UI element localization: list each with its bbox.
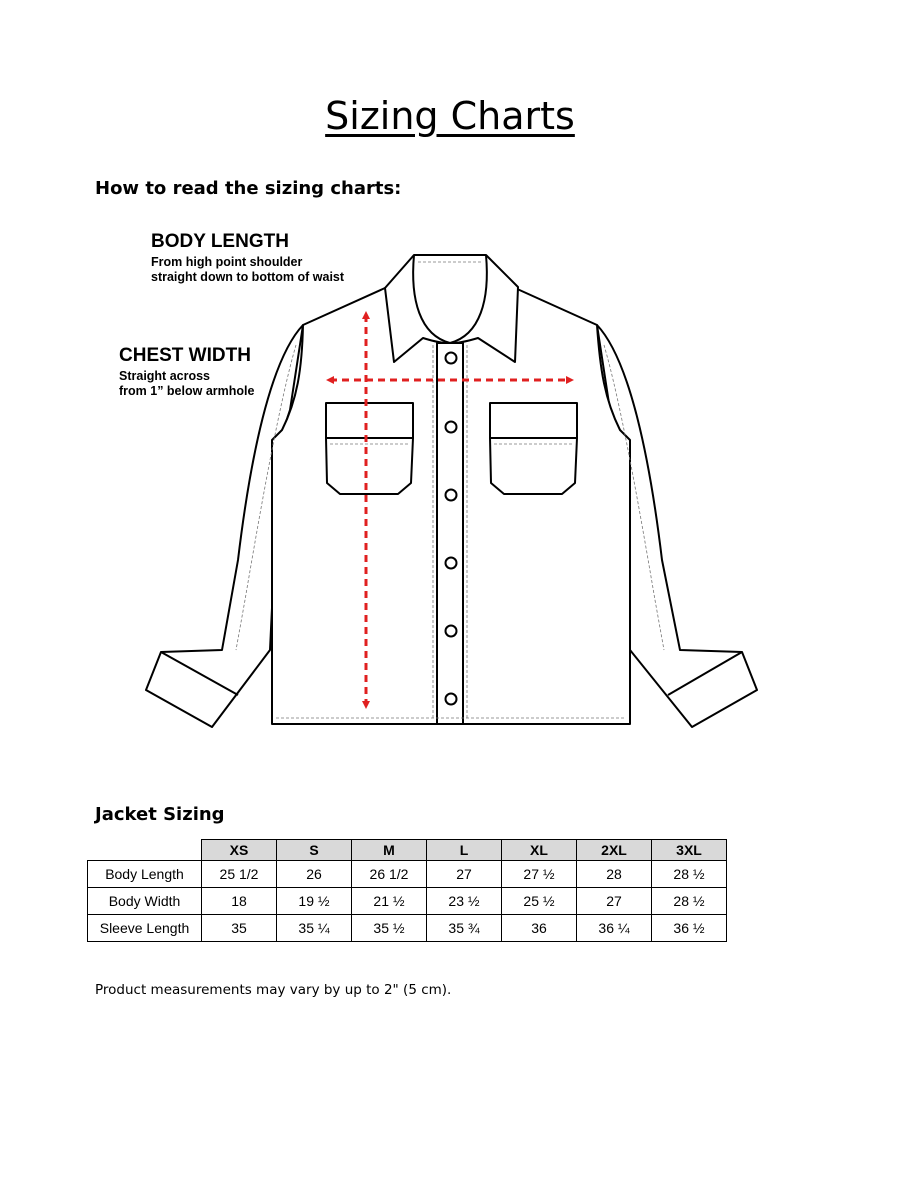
size-column-header: XS	[202, 840, 277, 861]
size-column-header: XL	[502, 840, 577, 861]
jacket-sizing-table	[87, 839, 727, 942]
page-title: Sizing Charts	[325, 94, 575, 138]
table-cell: 25 1/2	[202, 861, 277, 888]
table-cell: 19 ½	[277, 888, 352, 915]
chest-width-desc-2: from 1” below armhole	[119, 384, 255, 398]
body-length-desc-2: straight down to bottom of waist	[151, 270, 345, 284]
table-cell: 35 ½	[352, 915, 427, 942]
jacket-sizing-heading: Jacket Sizing	[95, 804, 225, 825]
size-column-header: 2XL	[577, 840, 652, 861]
measurement-footnote: Product measurements may vary by up to 2" (5 cm).	[95, 982, 452, 998]
chest-width-desc-1: Straight across	[119, 369, 211, 383]
row-label: Body Length	[88, 861, 202, 888]
table-cell: 18	[202, 888, 277, 915]
table-cell: 28 ½	[652, 888, 727, 915]
table-cell: 21 ½	[352, 888, 427, 915]
jacket-illustration	[0, 220, 900, 740]
jacket-diagram	[0, 220, 900, 740]
table-cell: 35 ¾	[427, 915, 502, 942]
body-length-label: BODY LENGTH	[151, 231, 289, 252]
table-header-row	[88, 840, 727, 861]
row-label: Body Width	[88, 888, 202, 915]
table-row	[88, 915, 727, 942]
size-column-header: M	[352, 840, 427, 861]
table-cell: 27 ½	[502, 861, 577, 888]
size-column-header: S	[277, 840, 352, 861]
table-corner-cell	[88, 840, 202, 861]
table-cell: 26	[277, 861, 352, 888]
guide-heading: How to read the sizing charts:	[95, 178, 402, 199]
table-cell: 25 ½	[502, 888, 577, 915]
table-cell: 35	[202, 915, 277, 942]
table-cell: 28	[577, 861, 652, 888]
table-cell: 36 ¼	[577, 915, 652, 942]
table-cell: 27	[427, 861, 502, 888]
table-row	[88, 861, 727, 888]
row-label: Sleeve Length	[88, 915, 202, 942]
table-row	[88, 888, 727, 915]
table-cell: 36	[502, 915, 577, 942]
size-column-header: 3XL	[652, 840, 727, 861]
table-cell: 23 ½	[427, 888, 502, 915]
body-length-desc-1: From high point shoulder	[151, 255, 303, 269]
table-cell: 35 ¼	[277, 915, 352, 942]
table-cell: 26 1/2	[352, 861, 427, 888]
size-column-header: L	[427, 840, 502, 861]
table-cell: 27	[577, 888, 652, 915]
chest-width-label: CHEST WIDTH	[119, 345, 251, 366]
table-cell: 28 ½	[652, 861, 727, 888]
table-cell: 36 ½	[652, 915, 727, 942]
